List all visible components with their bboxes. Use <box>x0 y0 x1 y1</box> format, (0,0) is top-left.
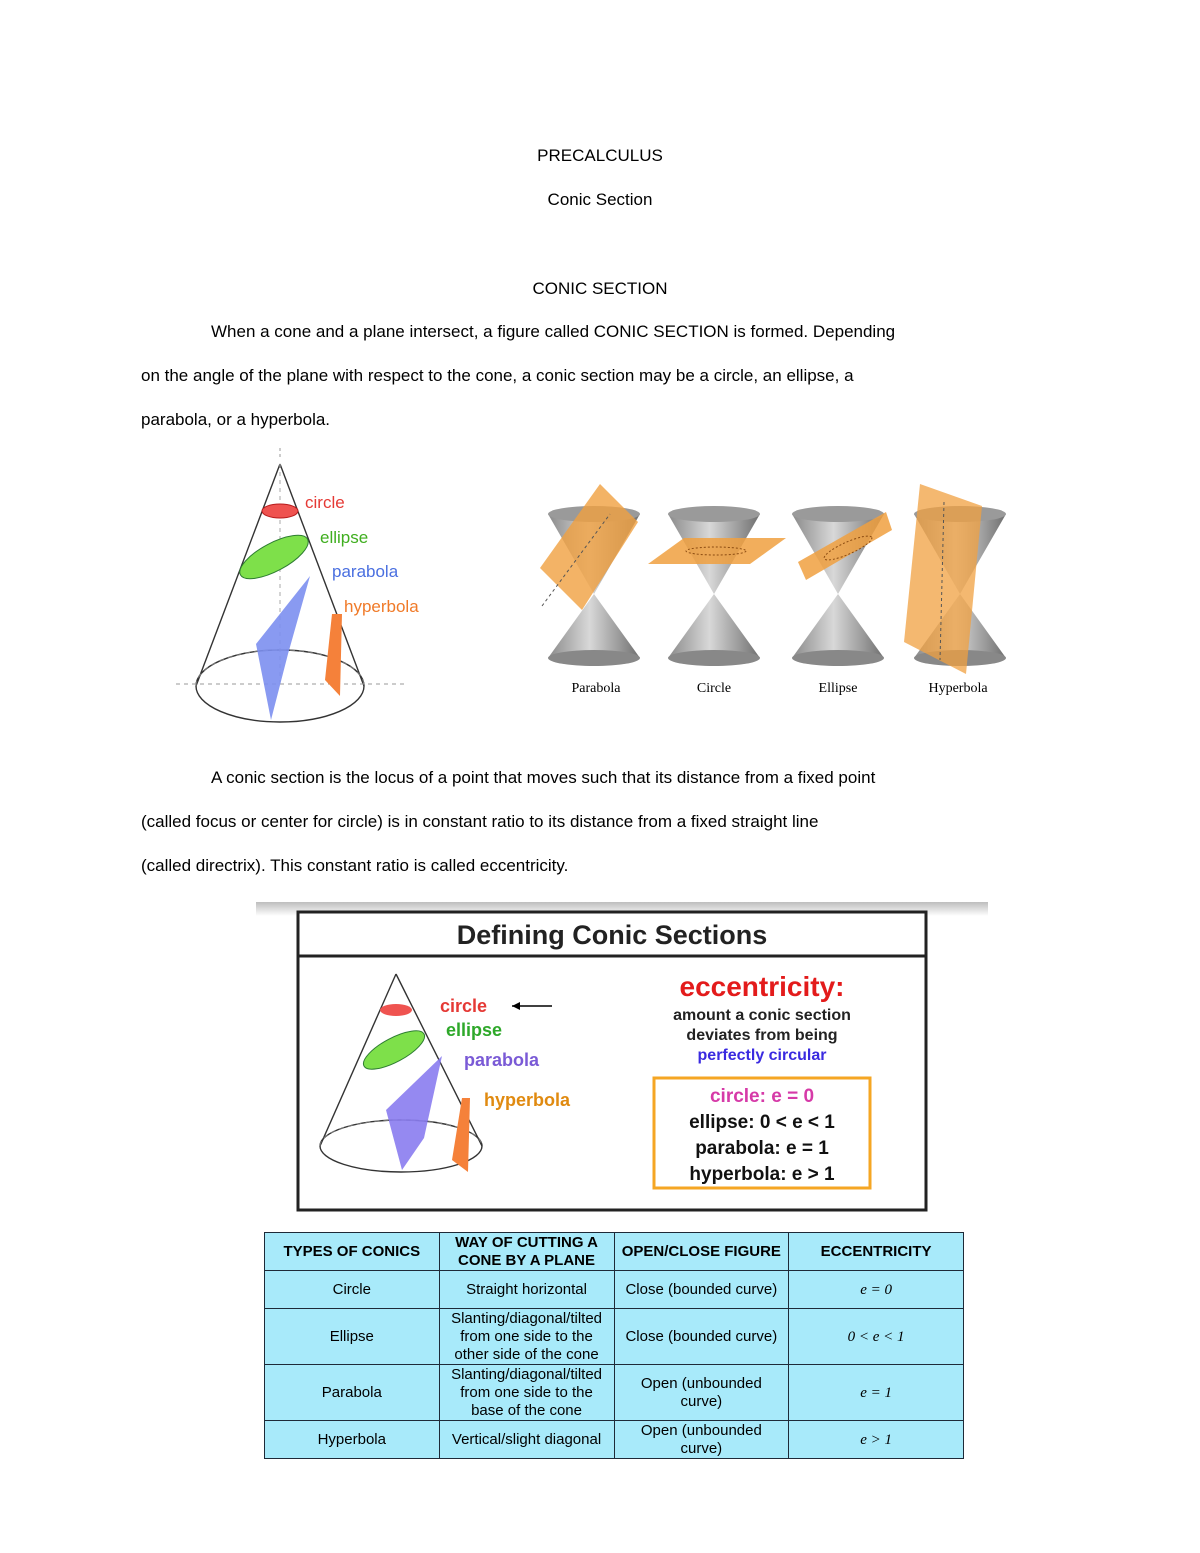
table-cell: e = 1 <box>789 1365 964 1421</box>
paragraph-line: parabola, or a hyperbola. <box>141 410 331 429</box>
table-cell: 0 < e < 1 <box>789 1309 964 1365</box>
circle-section <box>262 504 298 518</box>
table-cell: Open (unbounded curve) <box>614 1421 789 1459</box>
hyperbola-double-cone <box>904 484 1006 674</box>
table-cell: Ellipse <box>265 1309 440 1365</box>
circle-double-cone <box>648 506 786 666</box>
paragraph-line: (called focus or center for circle) is in constant ratio to its distance from a fixed straight line <box>141 812 819 831</box>
parabola-section <box>256 576 310 720</box>
subject-title: PRECALCULUS <box>537 146 663 165</box>
ellipse-section <box>234 527 314 587</box>
label-circle-cone: Circle <box>696 681 732 696</box>
header-types: TYPES OF CONICS <box>265 1233 440 1271</box>
paragraph-line: A conic section is the locus of a point that moves such that its distance from a fixed point <box>211 768 876 787</box>
eccentricity-heading: eccentricity: <box>679 971 845 1002</box>
label-circle: circle <box>440 996 488 1016</box>
header-open-close: OPEN/CLOSE FIGURE <box>614 1233 789 1271</box>
value-hyperbola: hyperbola: e > 1 <box>689 1164 835 1185</box>
paragraph-line: When a cone and a plane intersect, a figure called CONIC SECTION is formed. Depending <box>211 322 896 341</box>
table-cell: e = 0 <box>789 1271 964 1309</box>
header-way: WAY OF CUTTING A CONE BY A PLANE <box>439 1233 614 1271</box>
label-hyperbola-cone: Hyperbola <box>928 681 988 696</box>
table-row <box>265 1365 964 1421</box>
value-parabola: parabola: e = 1 <box>695 1138 829 1159</box>
label-parabola: parabola <box>332 562 399 581</box>
label-parabola-cone: Parabola <box>571 681 621 696</box>
table-row <box>265 1271 964 1309</box>
header-eccentricity: ECCENTRICITY <box>789 1233 964 1271</box>
conics-table <box>264 1232 964 1459</box>
definition-line-2: deviates from being <box>686 1027 838 1044</box>
hyperbola-section <box>325 614 342 696</box>
paragraph-line: on the angle of the plane with respect to the cone, a conic section may be a circle, an ellipse, a <box>141 366 854 385</box>
table-cell: Open (unbounded curve) <box>614 1365 789 1421</box>
table-cell: Hyperbola <box>265 1421 440 1459</box>
definition-line-1: amount a conic section <box>673 1007 851 1024</box>
table-cell: Straight horizontal <box>439 1271 614 1309</box>
label-hyperbola: hyperbola <box>484 1090 571 1110</box>
label-ellipse: ellipse <box>320 528 369 547</box>
paragraph-line: (called directrix). This constant ratio is called eccentricity. <box>141 856 569 875</box>
table-header-row <box>265 1233 964 1271</box>
table-cell: Slanting/diagonal/tilted from one side to the other side of the cone <box>439 1309 614 1365</box>
table-cell: e > 1 <box>789 1421 964 1459</box>
cone-sections-figure <box>170 448 450 730</box>
label-ellipse-cone: Ellipse <box>818 681 858 696</box>
double-cones-figure <box>536 482 1016 702</box>
definition-paragraph <box>141 756 1001 888</box>
section-title: CONIC SECTION <box>532 279 668 298</box>
ellipse-double-cone <box>792 506 892 666</box>
value-circle: circle: e = 0 <box>709 1086 815 1107</box>
table-row <box>265 1421 964 1459</box>
table-cell: Vertical/slight diagonal <box>439 1421 614 1459</box>
figure-title: Defining Conic Sections <box>456 920 768 950</box>
topic-title: Conic Section <box>547 190 653 209</box>
label-circle: circle <box>305 493 345 512</box>
circle-section <box>380 1004 412 1016</box>
intro-paragraph <box>141 310 1001 442</box>
table-cell: Close (bounded curve) <box>614 1271 789 1309</box>
table-row <box>265 1309 964 1365</box>
parabola-double-cone <box>540 484 640 666</box>
defining-conics-figure <box>256 902 988 1216</box>
label-hyperbola: hyperbola <box>344 597 419 616</box>
table-cell: Parabola <box>265 1365 440 1421</box>
label-parabola: parabola <box>464 1050 540 1070</box>
label-ellipse: ellipse <box>446 1020 503 1040</box>
table-cell: Slanting/diagonal/tilted from one side to the base of the cone <box>439 1365 614 1421</box>
table-cell: Close (bounded curve) <box>614 1309 789 1365</box>
definition-emphasis: perfectly circular <box>697 1047 827 1064</box>
table-cell: Circle <box>265 1271 440 1309</box>
value-ellipse: ellipse: 0 < e < 1 <box>689 1112 835 1133</box>
